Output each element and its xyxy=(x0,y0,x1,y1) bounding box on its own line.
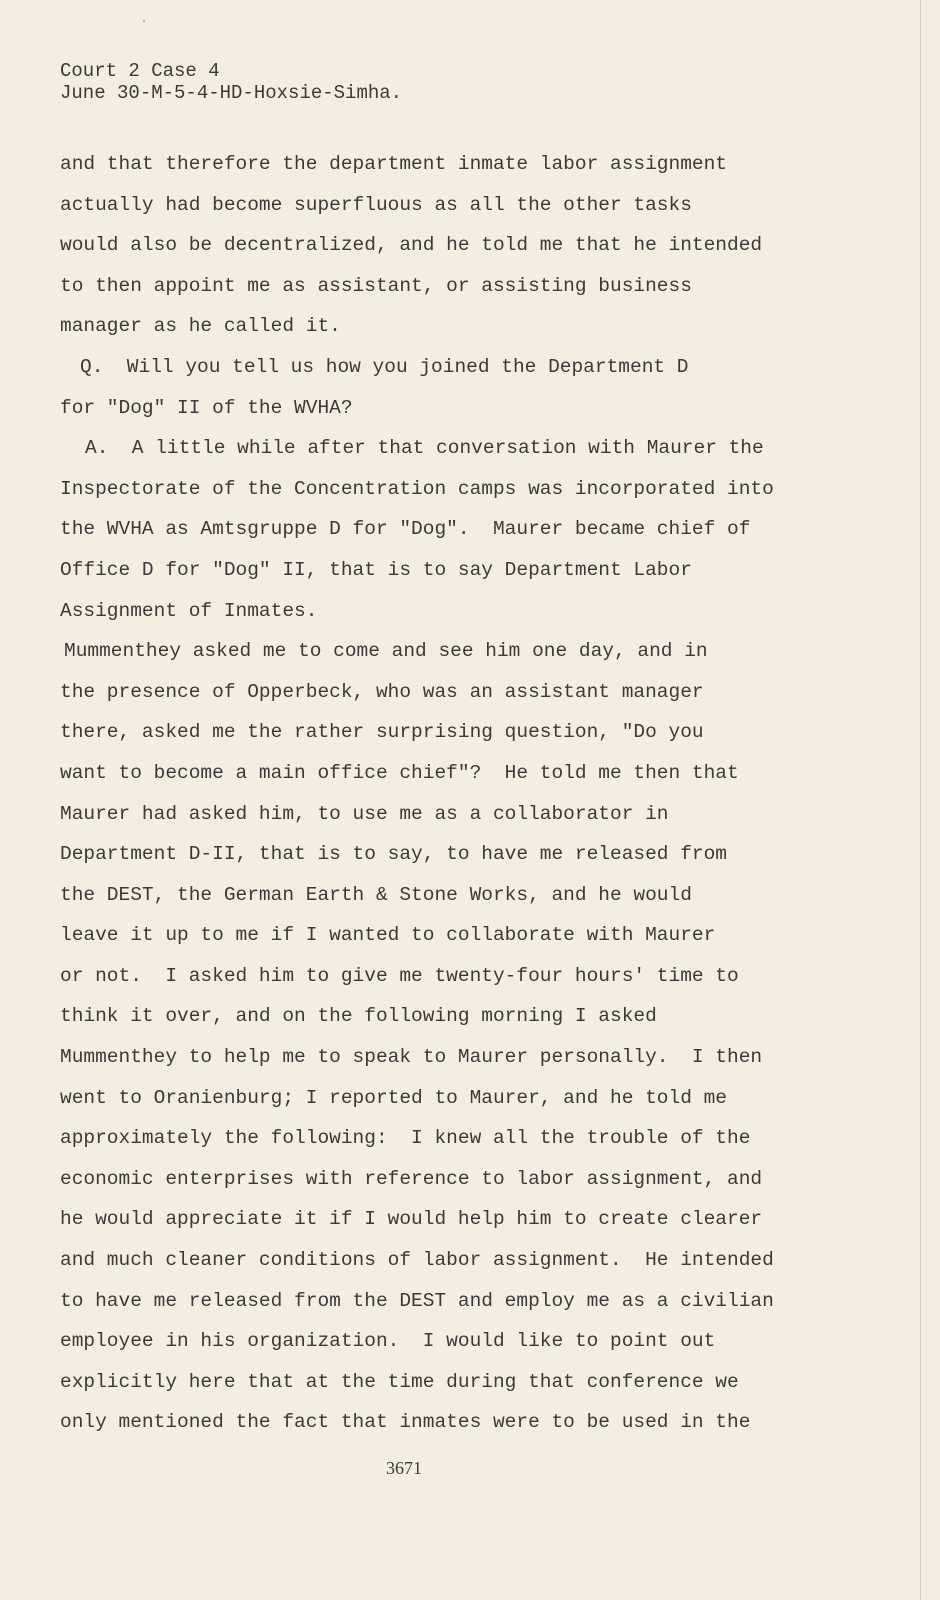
header-date-reference: June 30-M-5-4-HD-Hoxsie-Simha. xyxy=(60,82,403,104)
page-number: 3671 xyxy=(386,1458,422,1478)
document-header xyxy=(60,60,920,104)
paper-speck xyxy=(143,20,145,22)
text-line: the WVHA as Amtsgruppe D for "Dog". Maurer became chief of xyxy=(60,518,751,541)
text-line: would also be decentralized, and he told me that he intended xyxy=(60,234,763,257)
text-line: Maurer had asked him, to use me as a collaborator in xyxy=(60,802,669,825)
text-line: approximately the following: I knew all the trouble of the xyxy=(60,1127,751,1150)
text-line: explicitly here that at the time during that conference we xyxy=(60,1370,739,1393)
text-line: Office D for "Dog" II, that is to say Department Labor xyxy=(60,558,692,581)
text-line: manager as he called it. xyxy=(60,315,341,338)
text-line: or not. I asked him to give me twenty-four hours' time to xyxy=(60,964,739,987)
text-line: economic enterprises with reference to labor assignment, and xyxy=(60,1167,763,1190)
text-line: want to become a main office chief"? He told me then that xyxy=(60,761,739,784)
answer-line: A. A little while after that conversation with Maurer the xyxy=(85,437,764,460)
text-line: he would appreciate it if I would help him to create clearer xyxy=(60,1208,763,1231)
text-line: there, asked me the rather surprising question, "Do you xyxy=(60,721,704,744)
text-line: think it over, and on the following morning I asked xyxy=(60,1005,657,1028)
transcript-body xyxy=(60,144,920,1443)
text-line: Assignment of Inmates. xyxy=(60,599,318,622)
text-line: Inspectorate of the Concentration camps was incorporated into xyxy=(60,477,774,500)
text-line: only mentioned the fact that inmates were to be used in the xyxy=(60,1411,751,1434)
header-court-case: Court 2 Case 4 xyxy=(60,60,220,82)
question-line: Q. Will you tell us how you joined the Department D xyxy=(80,355,689,378)
text-line: the presence of Opperbeck, who was an assistant manager xyxy=(60,680,704,703)
text-line: leave it up to me if I wanted to collaborate with Maurer xyxy=(60,924,716,947)
text-line: the DEST, the German Earth & Stone Works, and he would xyxy=(60,883,692,906)
text-line: Department D-II, that is to say, to have me released from xyxy=(60,843,728,866)
text-line: actually had become superfluous as all the other tasks xyxy=(60,193,692,216)
text-line: for "Dog" II of the WVHA? xyxy=(60,396,353,419)
text-line: Mummenthey to help me to speak to Maurer personally. I then xyxy=(60,1046,763,1069)
text-line: and much cleaner conditions of labor assignment. He intended xyxy=(60,1249,774,1272)
text-line: employee in his organization. I would like to point out xyxy=(60,1330,716,1353)
text-line: and that therefore the department inmate labor assignment xyxy=(60,153,728,175)
paragraph-start-line: Mummenthey asked me to come and see him one day, and in xyxy=(64,640,708,663)
text-line: went to Oranienburg; I reported to Maurer, and he told me xyxy=(60,1086,728,1109)
text-line: to have me released from the DEST and employ me as a civilian xyxy=(60,1289,774,1312)
text-line: to then appoint me as assistant, or assisting business xyxy=(60,274,692,297)
